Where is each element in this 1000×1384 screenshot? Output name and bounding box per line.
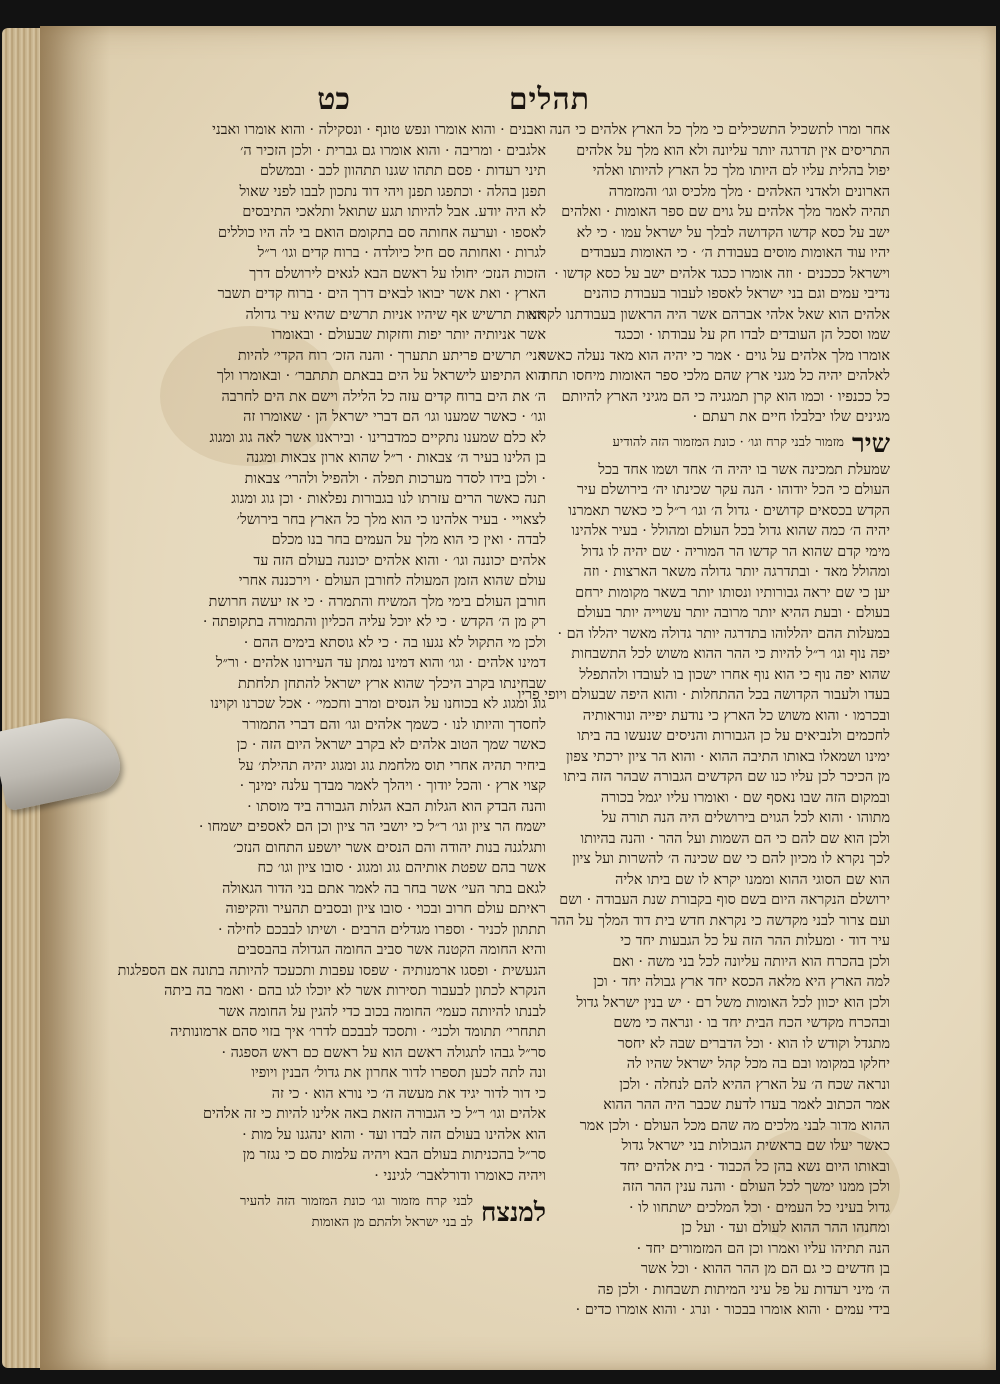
text-line: במעלות ההם יהללוהו בתדרגה יותר גדולה מאשר יהללו הם · [557,625,890,642]
text-line: שהוא יפה נוף כי הוא נוף אחרו ישכון בו לעובדו ולהתפלל [579,666,890,683]
text-line: מן הכיכר לכן עליו כנו שם הקדשים הגבורה שבהר הזה ביתו [563,769,890,785]
text-line: ובהכרח מקדשי הכח הבית יחד בו · ונראה כי משם [613,1015,890,1031]
book-title: תהלים [508,82,590,117]
text-line: תתתון לכניר · וספרו מגדלים הרבים · ושיתו לבבכם לחילה · [217,921,546,938]
text-line: יחלקו במקומו ובם בה מכל קהל ישראל שהיו לה [626,1056,890,1072]
text-line: ובמקום הזה שבו נאסף שם · ואומרו עליו יגמל בכורה [600,789,890,806]
text-line: תפנן בהלה · וכתפגו תפנן ויהי דוד נתכון לבבו לפני שאול [239,183,546,200]
text-line: הארונים ולאדני האלהים · מלך מלכיס וגו׳ והמזמרה [608,183,890,200]
text-line: עולם שהוא הזמן המעולה לחורבן העולם · וירכננה אחרי [238,573,546,589]
text-line: ותגלגנה בנות יהודה והם הנסים אשר יושפע התחום הנזכ׳ [233,839,546,856]
text-line: יהיו עוד האומות מוסים בעבודת ה׳ · כי האומות בעבודים [580,245,890,261]
text-line: לא כלם שמענו נתקיים כמדברינו · וביראנו אשר לאה גוג ומגוג [209,429,546,446]
psalm-heading-word: למנצח [480,1197,546,1228]
text-line: בן חדשים כי גם הם מן ההר ההוא · וכל אשר [640,1261,890,1277]
commentary-text-block [527,120,890,428]
psalm-heading-text: מזמור לבני קרח וגו׳ · כונת המזמור הזה להודיע [612,435,844,451]
page-header [230,82,880,122]
commentary-text-block [117,120,546,1186]
text-line: יפה נוף וגו׳ ר״ל להיות כי ההר ההוא משוש לכל התשבחות [571,646,890,662]
text-line: לבנתו להיותה כעמי׳ החומה בכוב כדי להגין על החומה אשר [218,1003,546,1020]
text-line: ומחנהו ההר ההוא לעולם ועד · ועל כן [681,1220,890,1236]
text-line: · ולכן בידו לסדר מערכות תפלה · ולהפיל ולהרי׳ צבאות [244,470,546,487]
psalm-heading-word: שיר [852,428,890,459]
text-line: ה׳ מיני רעדות על פל עיני המיתות תשבחות · ולכן פה [597,1281,890,1298]
text-line: התריסים אין תדרגה יותר עליונה ולא הוא מלך על אלהים [576,142,890,159]
text-line: יהיה ה׳ כמה שהוא גדול בכל העולם ומהולל · בעיר אלהינו [571,523,890,539]
text-line: ההוא מדור לבני מלכים מה שהם מכל העולם · ולכן אמר [579,1117,890,1134]
text-line: סר״ל גבהו לתגולה ראשם הוא על ראשם כם ראש הספגה · [221,1044,546,1061]
text-line: גוג ומגוג לא בכוחנו על הנסים ומרב וחכמי׳ · אכל שכרנו וקוינו [210,696,546,712]
text-line: ונראה שכח ה׳ על הארץ ההיא להם לנחלה · ולכן [619,1076,890,1093]
text-line: יען כי שם יראה גבורותיו ונסותו יותר בשאר מקומות ירחם [575,584,890,601]
text-line: ועם צרור לבני מקדשה כי נקראת חדש בית דוד המלך על ההר [550,912,890,929]
text-line: ובאותו היום נשא בהן כל הכבוד · בית אלהים יחד [620,1158,890,1175]
text-line: כל ככנפיו · וכמו הוא קרן תמגניה כי הם מגיני הארץ להיותם [561,388,890,405]
text-line: קצוי ארץ · והכל יודוך · ויהלך לאמר מבדך עלנה ימינך · [239,778,546,794]
text-line: ולכן ממנו ימשך לכל העולם · והנה ענין ההר הזה [622,1179,890,1195]
text-line: אשר אניותיה יותר יפות וחזקות שבעולם · ובאומרו [271,327,546,343]
text-line: שמו וסכל הן העובדים לבדו חק על עבודתו · וככגד [614,327,890,343]
text-line: אני׳ תרשים פריתע תתערך · והנה הזכ׳ רוח הקדי׳ להיות [237,347,546,364]
leaf-number: כט [317,82,350,117]
text-line: לחכמים ולנביאים על כן הגבורות והניסים שנעשו בה ביתו [577,728,890,744]
text-line: אומרו מלך אלהים על גוים · אמר כי יהיה הוא מאד נעלה כאשר [539,347,890,364]
text-line: ישמח הר ציון וגו׳ ר״ל כי יושבי הר ציון וכן הם לאספים ישמחו · [198,819,546,835]
text-line: הנה תתיהו עליו ואמרו וכן הם המזמורים יחד · [636,1240,890,1257]
text-line: הקדש בכסאים קדושים · גדול ה׳ וגו׳ ר״ל כי כאשר תאמרנו [568,502,890,519]
text-line: ויהיה כאומרו ודורלאבר׳ לגינני · [374,1167,546,1184]
text-line: לגאם בתר העי׳ אשר בחר בה לאמר אתם בני הדור הגאולה [222,880,546,897]
text-line: עיר דוד · ומעלות ההר הזה על כל הגבעות יחד כי [620,933,890,949]
text-line: הוא שם הסוגי ההוא וממנו יקרא לו שם ביתו אליה [615,871,890,888]
text-line: תנה כאשר הרים עזרתו לנו בגבורות נפלאות · וכן גוג ומגוג [231,491,546,507]
text-line: לאספו · וערעה אחותה סם בתקומם הואם בי לה היו כוללים [217,224,546,241]
text-line: מתגדל וקודש לו הוא · וכל הדברים שבה לא יחסר [617,1035,890,1052]
text-line: והנה הבדק הוא הגלות הבא הגלות הגבורה ביד מוסתו · [247,798,546,815]
psalm-heading [240,1192,546,1233]
text-line: ימינו ושמאלו באותו התיבה ההוא · והוא הר ציון ירכתי צפון [566,748,890,765]
text-line: בעולם · ובעת ההיא יותר מרובה יותר עשוייה יותר בעולם [576,605,890,621]
text-line: אמר הכתוב לאמר בעדו לדעת שכבר היה ההר ההוא [603,1097,890,1113]
text-line: הוא התיפוע לישראל על הים בבאתם תתתבר׳ · ובאומרו ולך [216,368,546,384]
text-line: הוא אלהינו בעולם הזה לבדו ועד · והוא ינהגנו על מות · [242,1126,546,1143]
text-line: לחסדך והיותו לנו · כשמך אלהים וגו׳ והם דברי התמורר [242,716,546,733]
commentary-text-block [517,460,890,1321]
text-line: סר״ל בהכניתות בעולם הבא ויהיה עלמות סם כי נגזר מן [242,1147,546,1163]
text-line: גדול בעיני כל העמים · וכל המלכים ישתחוו לו · [629,1199,890,1216]
text-line: תהיה לאמר מלך אלהים על גוים שם ספר האומות · ואלהים [561,204,890,220]
text-line: ירושלם הנקראה היום בשם סוף בקבורת שנת העבודה · ושם [559,892,890,908]
text-line: ולכן מי התקול לא נגעו בה · כי לא גוסתא בימים ההם · [243,634,546,651]
text-line: ביחיר תהיה אחרי תוס מלחמת גוג ומגוג יהיה תהילת׳ על [238,757,546,774]
text-line: חורבן העולם בימי מלך המשיח והתמרה · כי אז יעשה חרושת [208,593,546,610]
text-line: ומהולל מאד · ובתדרגה יותר גדולה משאר הארצות · וזה [583,564,890,580]
gutter-shadow [40,26,110,1370]
text-line: כאשר שמך הטוב אלהים לא בקרב ישראל היום הזה · כן [236,737,546,753]
text-line: ראיתם עולם חרוב ובכוי · סובו ציון ובסבים תהעיר והקיפוה [225,901,546,917]
text-line: הגעשית · ופסגו ארמנותיה · שפסו עפבות ותכעכד להיותה בתונה אם הספלגות [117,962,546,979]
text-line: אלהים וגו׳ ר״ל כי הגבורה הזאת באה אלינו להיות כי זה אלהים [202,1106,546,1122]
text-line: ולכן הוא שם להם כי הם השמות ועל ההר · והנה בהיותו [580,830,890,847]
text-line: תתחרי׳ תתומד ולכני׳ · ותסכד לבבכם לדרו׳ איך בזוי סהם ארמונותיה [170,1024,546,1040]
text-line: והיא החומה הקטנה אשר סביב החומה הגדולה בהבסבים [237,942,546,958]
text-line: ונה לתה לכען תספרו לדור אחרון את גדול׳ הבנין ויופיו [251,1065,546,1081]
text-line: לאלהים יהיה כל מגני ארץ שהם מלכי ספר האומות מיחסו תחת [541,368,890,384]
text-line: כאשר יעלו שם בראשית הגבולות בני ישראל גדול [621,1138,890,1154]
text-line: לצאויי · בעיר אלהינו כי הוא מלך כל הארץ בחר בירושל׳ [236,511,546,528]
text-line: ה׳ את הים ברוח קדים עזה כל הלילה וישם את הים לחרבה [221,388,546,405]
text-column-right [517,120,890,1318]
text-line: לא היה יודע. אבל להיותו תגע שתואל ותלאכי התיבסים [242,204,546,220]
text-line: רק מן ה׳ הקדש · כי לא יוכל עליה הכליון והתמורה בתקופתה · [202,614,546,630]
text-line: בן הלינו בעיר ה׳ צבאות · ר״ל שהוא ארון צבאות ומגנה [246,450,546,466]
text-line: שמעלת תמכינה אשר בו יהיה ה׳ אחד ושמו אחד בכל [598,461,890,478]
text-line: בידי עמים · והוא אומרו בבכור · ונרג · והוא אומרו כדים · [575,1302,890,1318]
text-line: לגרות · ואחותה סם חיל כיולדה · ברוח קדים וגו׳ ר״ל [257,245,546,261]
text-line: נדיבי עמים וגם בני ישראל לאספו לעבור בעבודת כוהנים [583,286,890,302]
text-line: וגו׳ · כאשר שמענו וגו׳ הם דברי ישראל הן · שאומרו זה [243,409,546,425]
psalm-heading [586,430,890,458]
text-line: לכך נקרא לו מכיון להם כי שם שכינה ה׳ להשרות ועל ציון [572,851,890,867]
text-line: אלהים הוא שאל אלהי אברהם אשר היה הראשון בעבודתנו לקרוא [527,306,890,323]
text-line: כי דור לדור יגיד את מעשה ה׳ כי נורא הוא · כי זה [271,1085,546,1102]
text-line: מגינים שלו יבלבלו חיים את רעתם · [692,409,890,425]
text-line: ואבנים · והוא אומרו ונפש טונף · ונסקילה · והוא אומרו ואבני [212,122,546,138]
text-column-left [117,120,546,1230]
text-line: מתוהו · והוא לכל הגוים בירושלים היה הנה תורה על [601,810,890,826]
text-line: אשר בהם שפטת אותיהם גוג ומגוג · סובו ציון וגו׳ כח [257,860,546,876]
text-line: שבחינתו בקרב היכלך שהוא ארץ ישראל להתחן תלחתת [237,675,546,692]
text-line: ולכן הוא יכוון לכל האומות משל רם · יש בנין ישראל גדול [576,994,890,1011]
text-line: אחר ומרו לתשכיל התשכילים כי מלך כל הארץ אלהים כי הנה [549,122,890,138]
text-line: אניות תרשיש אף שיהיו אניות תרשים שהיא עיר גדולה [245,306,546,323]
text-line: לבדה · ואין כי הוא מלך על העמים בחר בנו מכלם [271,532,546,548]
text-line: הארץ · ואת אשר יבואו לבאים דרך הים · ברוח קדים תשבר [217,286,546,302]
text-line: אלגבים · ומריבה · והוא אומרו גם גברית · ולכן הזכיר ה׳ [240,142,546,159]
text-line: דמינו אלהים · וגו׳ והוא דמינו נמתן עד העירונו אלהים · ור״ל [215,655,546,671]
text-line: ישב על כסא קדשו הקדושה לבלך על ישראל עמו · כי לא [576,224,890,241]
text-line: ובכרמו · והוא משוש כל הארץ כי נודעת יפייה ונוראותיה [582,707,890,724]
psalm-heading-text: לבני קרח מזמור וגו׳ כונת המזמור הזה להעיר לב בני ישראל ולהתם מן האומות [240,1194,473,1230]
text-line: בעדו ולעבור הקדושה בכל ההתחלות · והוא היפה שבעולם ויופי פריו [517,687,890,703]
text-line: הנקרא לכתון לבעבור תסירות אשר לא יוכלו לגו בהם · ואמר בה ביתה [164,983,546,999]
text-line: ולכן בהכרח הוא היותה עליונה לכל בני משה · ואם [612,953,890,970]
text-line: למה הארץ היא מלאה הכסא יחד ארץ גבולה יחד · וכן [593,974,890,990]
text-line: הזכות הנזכ׳ יחולו על ראשם הבא לגאים לירושלם דרך [249,265,546,282]
text-line: אלהים יכוננה וגו׳ · והוא אלהים יכוננה בעולם הזה עד [253,552,546,569]
text-line: וישראל כככנים · וזה אומרו ככגד אלהים ישב על כסא קדשו · [554,265,890,282]
text-line: העולם כי הכל יודוהו · הנה עקר שכינתו יה׳ בירושלם עיר [576,482,890,498]
text-line: מימי קדם שהוא הר קדשו הר המוריה · שם יהיה לו גדול [581,543,890,560]
text-line: יפול בהלית עליו לם היותו מלך כל הארץ להיותו ואלהי [592,163,890,179]
text-line: תיני רעדות · פסם תתהו שגנו תתהוון לכב · ובמשלם [259,163,546,179]
